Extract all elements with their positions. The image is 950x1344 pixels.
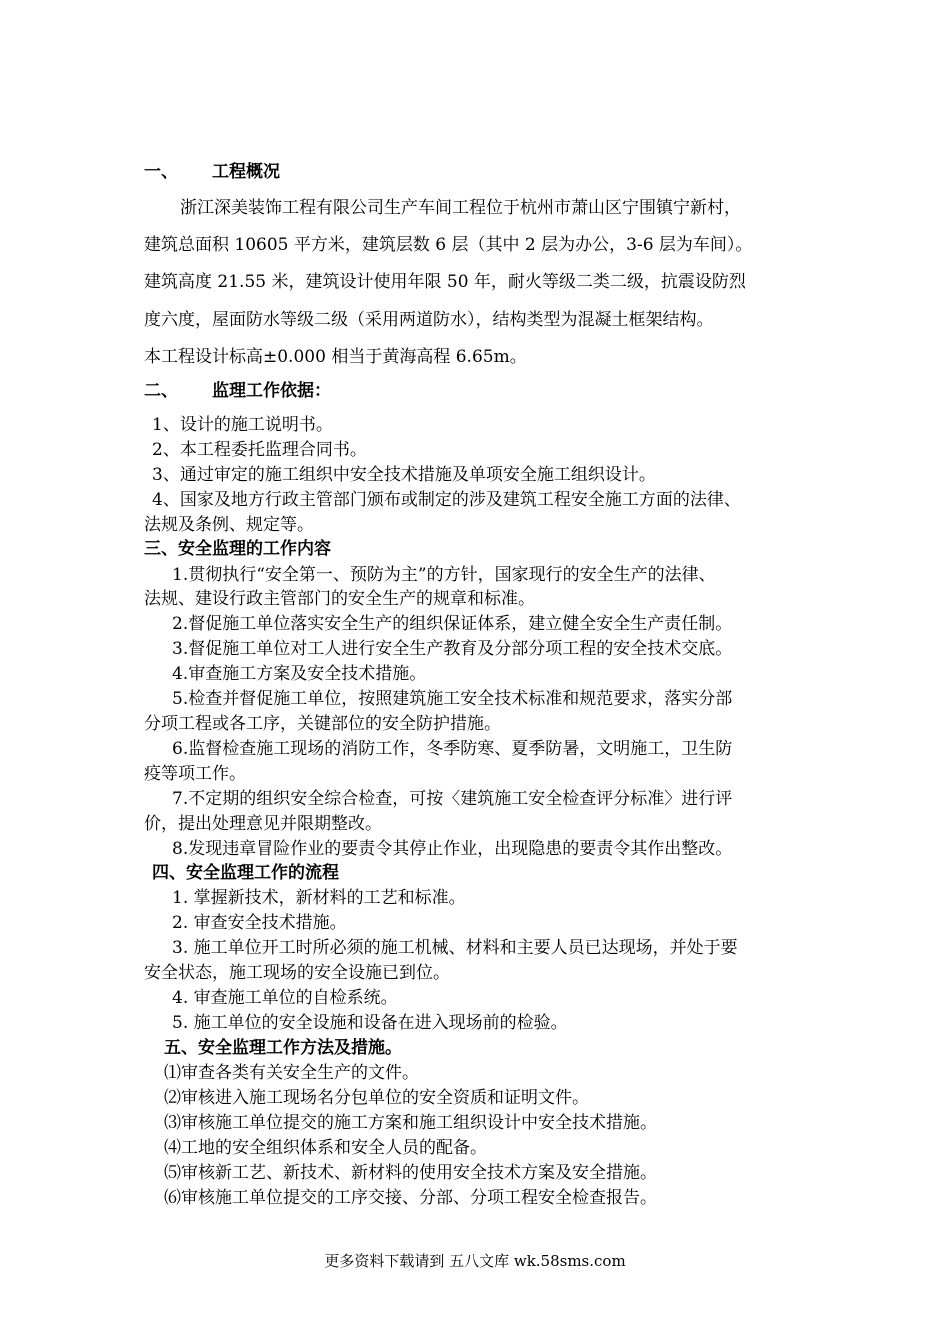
section5-line: ⑹审核施工单位提交的工序交接、分部、分项工程安全检查报告。 [164,1188,657,1208]
section1-line: 建筑总面积 10605 平方米，建筑层数 6 层（其中 2 层为办公，3-6 层为车间）。 [144,235,753,255]
section5-title: 五、安全监理工作方法及措施。 [164,1038,402,1058]
section2-line: 4、国家及地方行政主管部门颁布或制定的涉及建筑工程安全施工方面的法律、 [152,490,741,510]
section1-heading [144,161,280,183]
section3-title: 三、安全监理的工作内容 [144,539,331,559]
section3-line: 分项工程或各工序，关键部位的安全防护措施。 [144,714,501,734]
section2-title: 监理工作依据： [212,381,331,401]
section2-number: 二、 [144,381,178,401]
section2-line: 2、本工程委托监理合同书。 [152,440,367,460]
section1-line: 浙江深美装饰工程有限公司生产车间工程位于杭州市萧山区宁围镇宁新村， [180,198,741,218]
section4-line: 1. 掌握新技术，新材料的工艺和标准。 [172,888,466,908]
section1-line: 本工程设计标高±0.000 相当于黄海高程 6.65m。 [144,347,527,367]
section3-line: 法规、建设行政主管部门的安全生产的规章和标准。 [144,589,535,609]
section3-line: 3.督促施工单位对工人进行安全生产教育及分部分项工程的安全技术交底。 [172,639,733,659]
section1-title: 工程概况 [212,162,280,182]
section3-line: 疫等项工作。 [144,764,246,784]
section2-line: 3、通过审定的施工组织中安全技术措施及单项安全施工组织设计。 [152,465,656,485]
section3-line: 4.审查施工方案及安全技术措施。 [172,664,427,684]
section4-title: 四、安全监理工作的流程 [152,863,339,883]
section1-line: 建筑高度 21.55 米，建筑设计使用年限 50 年，耐火等级二类二级，抗震设防烈 [144,272,746,292]
section2-line: 法规及条例、规定等。 [144,515,314,535]
section3-line: 8.发现违章冒险作业的要责令其停止作业，出现隐患的要责令其作出整改。 [172,839,733,859]
section5-line: ⑶审核施工单位提交的施工方案和施工组织设计中安全技术措施。 [164,1113,657,1133]
section4-line: 2. 审查安全技术措施。 [172,913,347,933]
section3-line: 2.督促施工单位落实安全生产的组织保证体系，建立健全安全生产责任制。 [172,614,733,634]
section3-line: 价，提出处理意见并限期整改。 [144,814,382,834]
section3-line: 7.不定期的组织安全综合检查，可按〈建筑施工安全检查评分标准〉进行评 [172,789,733,809]
section2-heading [144,380,331,402]
section4-line: 3. 施工单位开工时所必须的施工机械、材料和主要人员已达现场，并处于要 [172,938,738,958]
page-footer: 更多资料下载请到 五八文库 wk.58sms.com [324,1252,626,1270]
section1-number: 一、 [144,162,178,182]
section3-line: 5.检查并督促施工单位，按照建筑施工安全技术标准和规范要求，落实分部 [172,689,733,709]
section5-line: ⑵审核进入施工现场名分包单位的安全资质和证明文件。 [164,1088,589,1108]
section3-line: 6.监督检查施工现场的消防工作，冬季防寒、夏季防暑，文明施工，卫生防 [172,739,733,759]
section5-line: ⑸审核新工艺、新技术、新材料的使用安全技术方案及安全措施。 [164,1163,657,1183]
section2-line: 1、设计的施工说明书。 [152,415,333,435]
section3-line: 1.贯彻执行“安全第一、预防为主”的方针，国家现行的安全生产的法律、 [172,565,716,585]
section4-line: 安全状态，施工现场的安全设施已到位。 [144,963,450,983]
section5-line: ⑴审查各类有关安全生产的文件。 [164,1063,419,1083]
section4-line: 4. 审查施工单位的自检系统。 [172,988,398,1008]
section4-line: 5. 施工单位的安全设施和设备在进入现场前的检验。 [172,1013,568,1033]
section5-line: ⑷工地的安全组织体系和安全人员的配备。 [164,1138,487,1158]
section1-line: 度六度，屋面防水等级二级（采用两道防水），结构类型为混凝土框架结构。 [144,310,714,330]
